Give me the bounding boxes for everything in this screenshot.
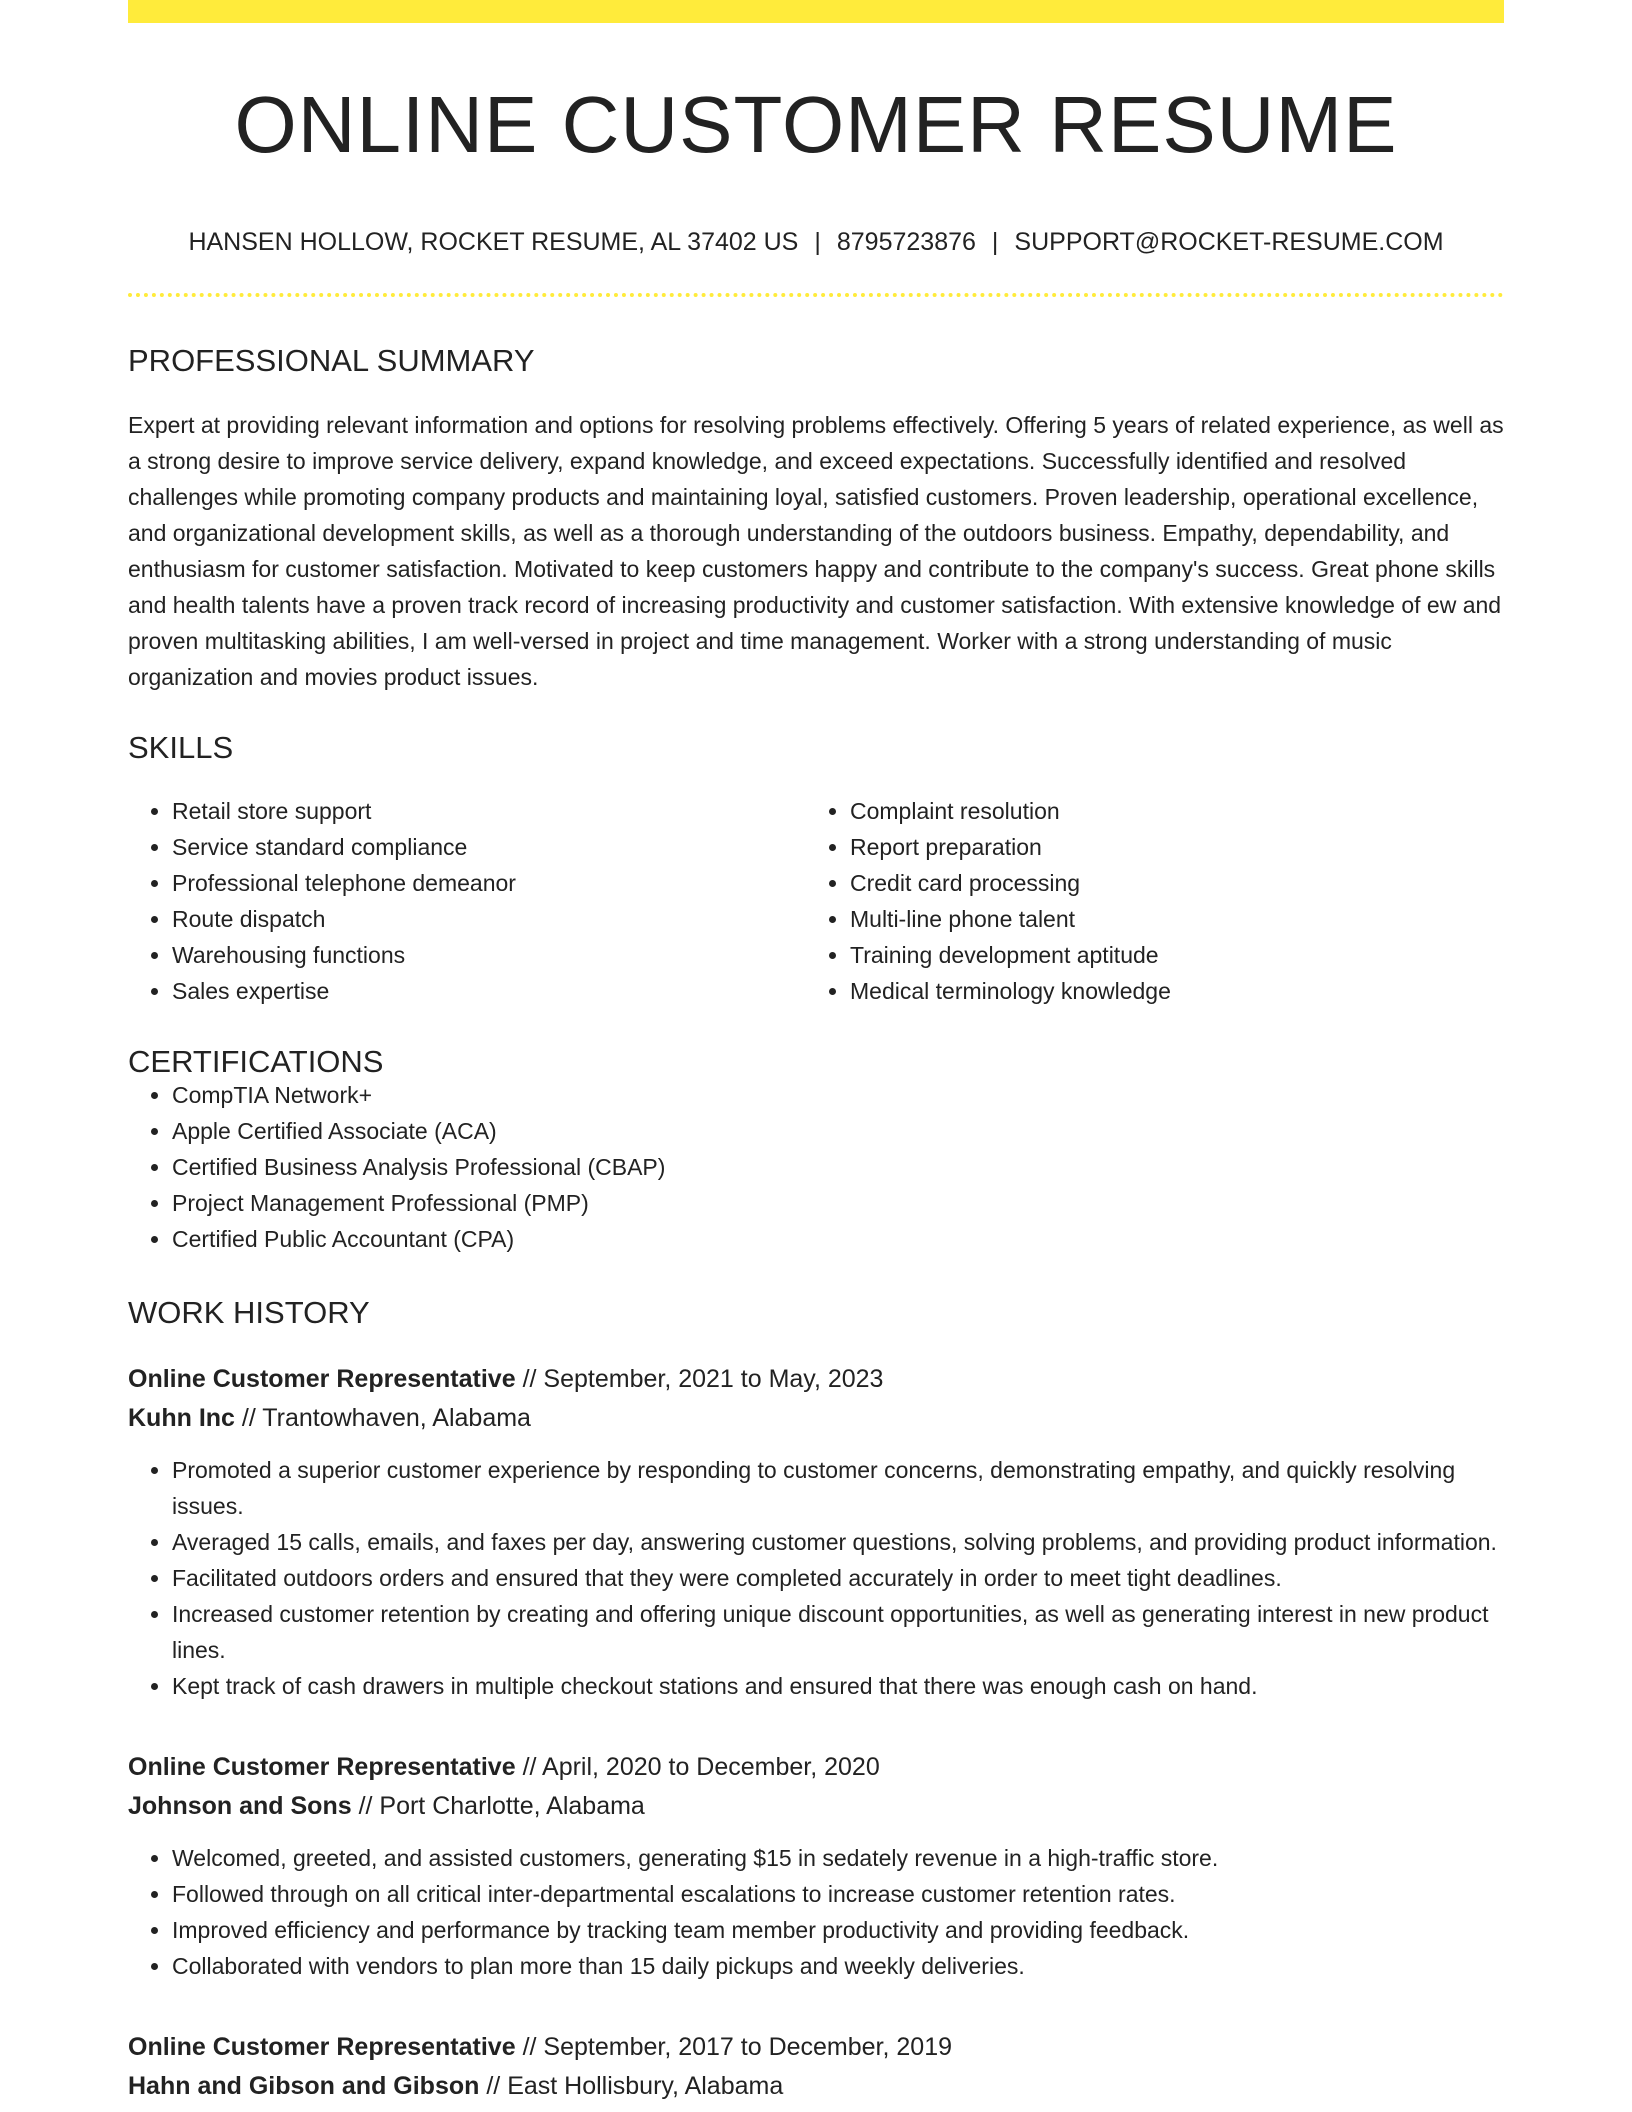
work-history-heading: WORK HISTORY (128, 1295, 370, 1330)
job-role-line (128, 2028, 1504, 2067)
list-item: • Route dispatch (172, 901, 806, 937)
job-role: Online Customer Representative (128, 2033, 516, 2061)
contact-phone: 8795723876 (836, 228, 976, 256)
list-item: • Apple Certified Associate (ACA) (172, 1113, 1504, 1149)
job-dates: // September, 2021 to May, 2023 (515, 1365, 884, 1393)
dotted-divider (128, 293, 1504, 297)
skills-columns (128, 793, 1504, 1009)
job-role-line (128, 1360, 1504, 1399)
job-dates: // September, 2017 to December, 2019 (515, 2033, 953, 2061)
job-role: Online Customer Representative (128, 1365, 516, 1393)
list-item: • Facilitated outdoors orders and ensured that they were completed accurately in order to meet tight deadlines. (172, 1560, 1504, 1596)
list-item: • Followed through on all critical inter-departmental escalations to increase customer retention rates. (172, 1876, 1504, 1912)
skills-list-left (128, 793, 806, 1009)
resume-page (128, 0, 1504, 2106)
list-item: • Averaged 15 calls, emails, and faxes per day, answering customer questions, solving problems, and providing product information. (172, 1524, 1504, 1560)
contact-address: HANSEN HOLLOW, ROCKET RESUME, AL 37402 US (188, 228, 799, 256)
resume-title: ONLINE CUSTOMER RESUME (234, 80, 1398, 169)
list-item: • CompTIA Network+ (172, 1077, 1504, 1113)
list-item: • Promoted a superior customer experience by responding to customer concerns, demonstrating empathy, and quickly resolving issues. (172, 1452, 1504, 1524)
contact-line (128, 230, 1504, 255)
contact-email: SUPPORT@ROCKET-RESUME.COM (1014, 228, 1444, 256)
list-item: • Certified Business Analysis Professional (CBAP) (172, 1149, 1504, 1185)
job-role: Online Customer Representative (128, 1753, 516, 1781)
summary-text: Expert at providing relevant information and options for resolving problems effectively. Offering 5 years of related experience, as well as a strong desire to improve service delivery, expand knowledge, and exceed expectations. Successfully identified and resolved challenges while promoting company products and maintaining loyal, satisfied customers. Proven leadership, operational excellence, and organizational development skills, as well as a thorough understanding of the outdoors business. Empathy, dependability, and enthusiasm for customer satisfaction. Motivated to keep customers happy and contribute to the company's success. Great phone skills and health talents have a proven track record of increasing productivity and customer satisfaction. With extensive knowledge of ew and proven multitasking abilities, I am well-versed in project and time management. Worker with a strong understanding of music organization and movies product issues. (128, 412, 1504, 690)
job-bullets (128, 1452, 1504, 1704)
job-company-line (128, 1399, 1504, 1438)
list-item: • Credit card processing (850, 865, 1484, 901)
summary-heading: PROFESSIONAL SUMMARY (128, 343, 535, 378)
job-entry (128, 1748, 1504, 1984)
list-item: • Increased customer retention by creating and offering unique discount opportunities, as well as generating interest in new product lines. (172, 1596, 1504, 1668)
job-location: // East Hollisbury, Alabama (479, 2072, 784, 2100)
list-item: • Collaborated with vendors to plan more than 15 daily pickups and weekly deliveries. (172, 1948, 1504, 1984)
skills-heading: SKILLS (128, 730, 234, 765)
accent-top-bar (128, 0, 1504, 23)
job-company: Hahn and Gibson and Gibson (128, 2072, 480, 2100)
job-location: // Port Charlotte, Alabama (351, 1792, 645, 1820)
job-location: // Trantowhaven, Alabama (234, 1404, 531, 1432)
list-item: • Complaint resolution (850, 793, 1484, 829)
job-company-line (128, 2067, 1504, 2106)
list-item: • Kept track of cash drawers in multiple checkout stations and ensured that there was enough cash on hand. (172, 1668, 1504, 1704)
job-bullets (128, 1840, 1504, 1984)
job-company-line (128, 1787, 1504, 1826)
list-item: • Improved efficiency and performance by tracking team member productivity and providing feedback. (172, 1912, 1504, 1948)
job-role-line (128, 1748, 1504, 1787)
contact-separator: | (991, 228, 999, 256)
job-company: Johnson and Sons (128, 1792, 352, 1820)
skills-list-right (806, 793, 1484, 1009)
job-entry (128, 2028, 1504, 2106)
list-item: • Welcomed, greeted, and assisted customers, generating $15 in sedately revenue in a high-traffic store. (172, 1840, 1504, 1876)
job-company: Kuhn Inc (128, 1404, 235, 1432)
list-item: • Report preparation (850, 829, 1484, 865)
list-item: • Service standard compliance (172, 829, 806, 865)
list-item: • Certified Public Accountant (CPA) (172, 1221, 1504, 1257)
list-item: • Warehousing functions (172, 937, 806, 973)
certifications-list (128, 1077, 1504, 1257)
job-dates: // April, 2020 to December, 2020 (515, 1753, 880, 1781)
contact-separator: | (814, 228, 821, 256)
list-item: • Professional telephone demeanor (172, 865, 806, 901)
job-entry (128, 1360, 1504, 1704)
certifications-heading: CERTIFICATIONS (128, 1044, 384, 1079)
list-item: • Project Management Professional (PMP) (172, 1185, 1504, 1221)
list-item: • Sales expertise (172, 973, 806, 1009)
list-item: • Training development aptitude (850, 937, 1484, 973)
list-item: • Multi-line phone talent (850, 901, 1484, 937)
list-item: • Retail store support (172, 793, 806, 829)
list-item: • Medical terminology knowledge (850, 973, 1484, 1009)
